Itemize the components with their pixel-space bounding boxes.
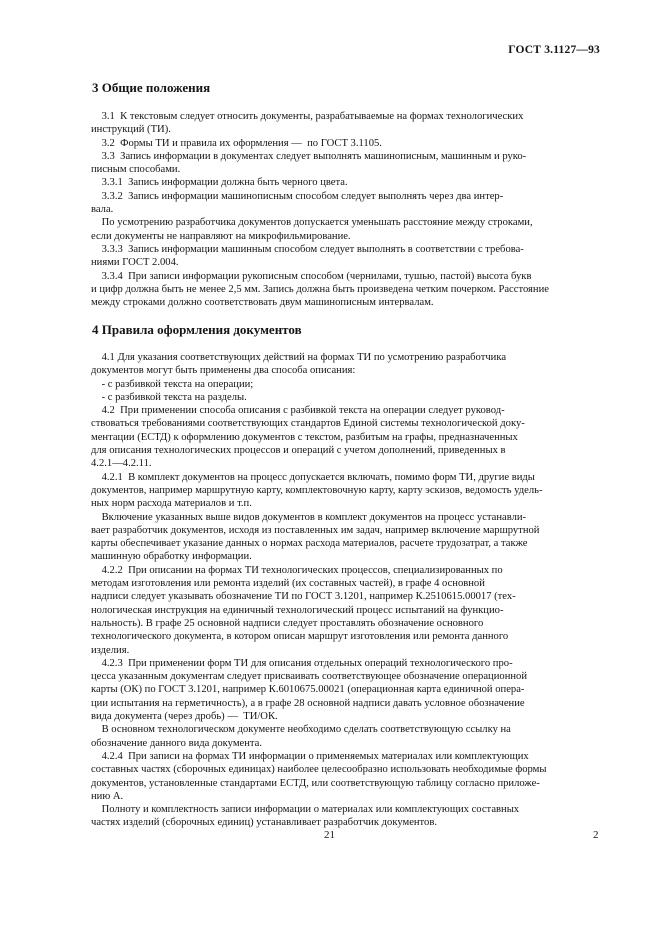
page-number: 21 — [324, 829, 335, 841]
section-3-heading: 3 Общие положения — [92, 80, 211, 95]
text-line: нальность). В графе 25 основной надписи следует проставлять обозначение основного — [91, 617, 484, 629]
text-line: 3.2 Формы ТИ и правила их оформления — по ГОСТ 3.1105. — [91, 137, 382, 149]
text-line: 3.3 Запись информации в документах следует выполнять машинописным, машинным и руко- — [91, 150, 527, 162]
text-line: ниями ГОСТ 2.004. — [91, 257, 179, 269]
text-line: 4.2.1 В комплект документов на процесс допускается включать, помимо форм ТИ, другие виды — [91, 471, 535, 483]
sheet-number: 2 — [593, 829, 599, 841]
text-line: Полноту и комплектность записи информации о материалах или комплектующих составных — [91, 804, 520, 816]
text-line: 4.1 Для указания соответствующих действий на формах ТИ по усмотрению разработчика — [91, 352, 507, 363]
text-line: ментации (ЕСТД) к оформлению документов с текстом, разбитым на графы, предназначенных — [91, 431, 518, 443]
text-line: обозначение данного вида документа. — [91, 737, 263, 749]
section-4-heading: 4 Правила оформления документов — [92, 322, 302, 337]
text-line: - с разбивкой текста на разделы. — [91, 391, 247, 403]
text-line: нологическая инструкция на единичный технологический процесс испытаний на функцио- — [91, 604, 504, 616]
text-line: цесса указанным документам следует присваивать соответствующее обозначение операционной — [91, 671, 527, 683]
text-line: 3.3.4 При записи информации рукописным способом (чернилами, тушью, пастой) высота букв — [91, 270, 532, 282]
text-line: документов, например маршрутную карту, комплектовочную карту, карту эскизов, ведомость удель- — [91, 484, 543, 496]
section-3-body — [91, 110, 600, 309]
text-line: Включение указанных выше видов документов в комплект документов на процесс устанавли- — [91, 511, 527, 523]
text-line: 4.2.3 При применении форм ТИ для описания отдельных операций технологического про- — [91, 657, 513, 669]
text-line: частях изделий (сборочных единиц) устанавливает разработчик документов. — [91, 817, 437, 829]
text-line: 3.3.3 Запись информации машинным способом следует выполнять в соответствии с требова- — [91, 243, 524, 255]
text-line: нию А. — [91, 790, 124, 802]
text-line: 3.1 К текстовым следует относить документы, разрабатываемые на формах технологических — [91, 111, 524, 122]
text-line: ции испытания на герметичность), а в графе 28 основной надписи давать условное обозначение — [91, 697, 525, 709]
text-line: ных норм расхода материалов и т.п. — [91, 498, 252, 510]
text-line: вида документа (через дробь) — ТИ/ОК. — [91, 711, 278, 723]
text-line: и цифр должна быть не менее 2,5 мм. Запись должна быть произведена четким почерком. Расстояние — [91, 283, 549, 295]
standard-code-header: ГОСТ 3.1127—93 — [508, 44, 600, 56]
text-line: карты обеспечивает указание данных о нормах расхода материалов, расчете трудозатрат, а также — [91, 538, 528, 550]
text-line: методам изготовления или ремонта изделий (их составных частей), в графе 4 основной — [91, 578, 485, 590]
text-line: - с разбивкой текста на операции; — [91, 378, 254, 390]
text-line: 4.2.2 При описании на формах ТИ технологических процессов, специализированных по — [91, 564, 503, 576]
text-line: По усмотрению разработчика документов допускается уменьшать расстояние между строками, — [91, 217, 533, 229]
text-line: для описания технологических процессов и операций с учетом дополнений, приведенных в — [91, 445, 506, 457]
text-line: 3.3.2 Запись информации машинописным способом следует выполнять через два интер- — [91, 190, 504, 202]
text-line: писным способами. — [91, 164, 181, 176]
text-line: машинную обработку информации. — [91, 551, 252, 563]
text-line: инструкций (ТИ). — [91, 124, 171, 136]
text-line: составных частях (сборочных единицах) наиболее целесообразно использовать необходимые формы — [91, 764, 547, 776]
text-line: технологического документа, в котором описан маршрут изготовления или ремонта данного — [91, 631, 509, 643]
text-line: вала. — [91, 204, 114, 216]
text-line: 4.2.1—4.2.11. — [91, 458, 152, 470]
text-line: надписи следует указывать обозначение ТИ по ГОСТ 3.1201, например К.2510615.00017 (тех- — [91, 591, 516, 603]
section-4-body — [91, 351, 600, 830]
text-line: 4.2 При применении способа описания с разбивкой текста на операции следует руковод- — [91, 405, 505, 417]
text-line: 3.3.1 Запись информации должна быть черного цвета. — [91, 177, 348, 189]
text-line: документов, установленные стандартами ЕСТД, или соответствующую таблицу согласно приложе- — [91, 777, 540, 789]
text-line: ствоваться требованиями соответствующих стандартов Единой системы технологической доку- — [91, 418, 525, 430]
text-line: 4.2.4 При записи на формах ТИ информации о применяемых материалах или комплектующих — [91, 750, 529, 762]
text-line: документов могут быть применены два способа описания: — [91, 365, 356, 377]
text-line: если документы не направляют на микрофильмирование. — [91, 230, 351, 242]
text-line: В основном технологическом документе необходимо сделать соответствующую ссылку на — [91, 724, 511, 736]
text-line: изделия. — [91, 644, 130, 656]
text-line: вает разработчик документов, исходя из поставленных им задач, например включение маршрутной — [91, 524, 540, 536]
text-line: между строками должно соответствовать двум машинописным интервалам. — [91, 297, 434, 309]
text-line: карты (ОК) по ГОСТ 3.1201, например К.6010675.00021 (операционная карта единичной опера- — [91, 684, 525, 696]
